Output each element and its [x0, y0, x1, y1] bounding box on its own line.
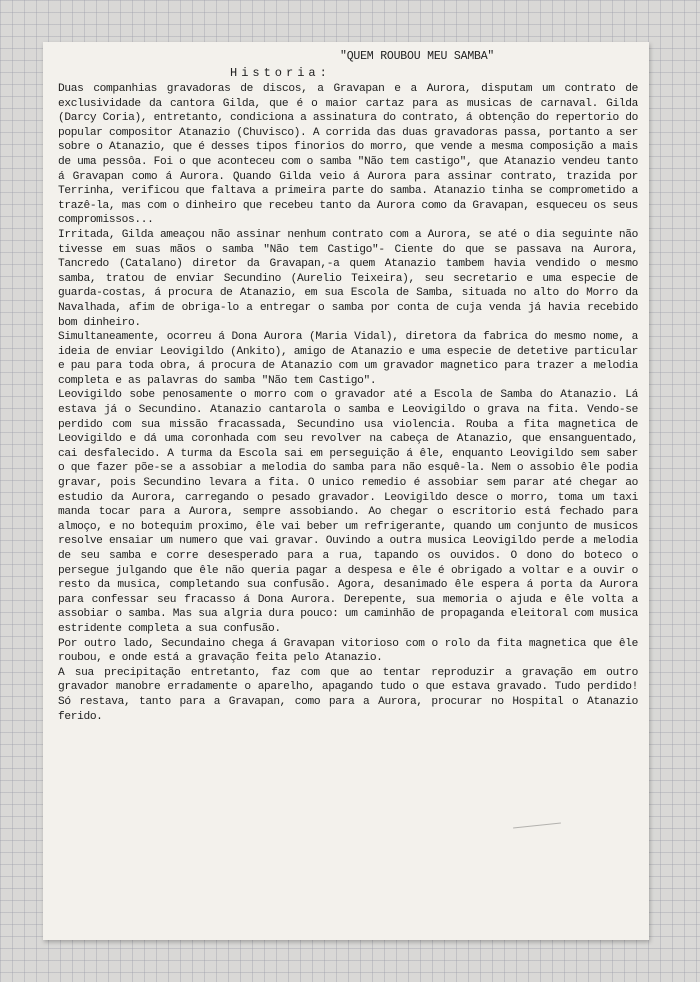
paragraph: Por outro lado, Secundaino chega á Gravapan vitorioso com o rolo da fita magnetica que êle roubou, e onde está a gravação feita pelo Atanazio. [58, 637, 638, 665]
paragraph: Simultaneamente, ocorreu á Dona Aurora (Maria Vidal), diretora da fabrica do mesmo nome, a ideia de enviar Leovigildo (Ankito), amigo de Atanazio e uma especie de detetive particular e pau para toda obra, á procura de Atanazio com um gravador magnetico para trazer a melodia completa e as palavras do samba "Não tem Castigo". [58, 331, 638, 387]
document-title: "QUEM ROUBOU MEU SAMBA" [340, 50, 495, 63]
pencil-mark [513, 822, 561, 828]
section-heading: Historia: [230, 66, 331, 80]
document-page [43, 42, 649, 940]
paragraph: Irritada, Gilda ameaçou não assinar nenhum contrato com a Aurora, se até o dia seguinte não tivesse em suas mãos o samba "Não tem Castigo"- Ciente do que se passava na Aurora, Tancredo (Catalano) diretor da Gravapan,-a quem Atanazio tambem havia vendido o mesmo samba, tratou de enviar Secundino (Aurelio Teixeira), seu secretario e uma especie de guarda-costas, á procura de Atanazio, em sua Escola de Samba, situada no alto do Morro da Navalhada, afim de obriga-lo a entregar o samba por conta de cuja venda já havia recebido bom dinheiro. [58, 228, 638, 329]
paragraph: Leovigildo sobe penosamente o morro com o gravador até a Escola de Samba do Atanazio. Lá estava já o Secundino. Atanazio cantarola o samba e Leovigildo o grava na fita. Vendo-se perdido com sua missão fracassada, Secundino usa violencia. Rouba a fita magnetica de Leovigildo e dá uma coronhada com seu revolver na cabeça de Atanazio, que ensanguentado, cai desfalecido. A turma da Escola sai em perseguição á êle, enquanto Leovigildo sem saber o que fazer põe-se a assobiar a melodia do samba para não esquê-la. Nem o assobio êle podia gravar, pois Secundino levara a fita. O unico remedio é assobiar sem parar até chegar ao estudio da Aurora, carregando o pesado gravador. Leovigildo desce o morro, toma um taxi manda tocar para a Aurora, sempre assobiando. Ao chegar o escritorio está fechado para almoço, e no botequim proximo, êle vai beber um refrigerante, quando um conjunto de musicos resolve ensaiar um numero que vai gravar. Ouvindo a outra musica Leovigildo perde a melodia de seu samba e corre desesperado para a rua, tapando os ouvidos. O dono do boteco o persegue julgando que êle não queria pagar a despesa e êle é obrigado a voltar e a ouvir o resto da musica, completando sua confusão. Agora, desanimado êle espera á porta da Aurora para confessar seu fracasso á Dona Aurora. Derepente, sua memoria o ajuda e êle volta a assobiar o samba. Mas sua algria dura pouco: um caminhão de propaganda eleitoral com musica estridente completa a sua confusão. [58, 389, 638, 635]
paragraph: Duas companhias gravadoras de discos, a Gravapan e a Aurora, disputam um contrato de exclusividade da cantora Gilda, que é o maior cartaz para as musicas de carnaval. Gilda (Darcy Coria), entretanto, condiciona a assinatura do contrato, á obtenção do repertorio do popular compositor Atanazio (Chuvisco). A corrida das duas gravadoras passa, portanto a ser sobre o Atanazio, que é desses tipos finorios do morro, que vende a mesma composição a mais de uma pessôa. Foi o que aconteceu com o samba "Não tem castigo", que Atanazio vendeu tanto á Gravapan como á Aurora. Quando Gilda veio á Aurora para assinar contrato, trazida por Terrinha, verificou que faltava a primeira parte do samba. Atanazio tinha se comprometido a trazê-la, mas com o dinheiro que recebeu tanto da Aurora como da Gravapan, esqueceu os seus compromissos... [58, 83, 638, 227]
body-text [58, 82, 638, 724]
paragraph: A sua precipitação entretanto, faz com que ao tentar reproduzir a gravação em outro gravador manobre erradamente o aparelho, apagando tudo o que estava gravado. Tudo perdido! Só restava, tanto para a Gravapan, como para a Aurora, procurar no Hospital o Atanazio ferido. [58, 666, 638, 723]
